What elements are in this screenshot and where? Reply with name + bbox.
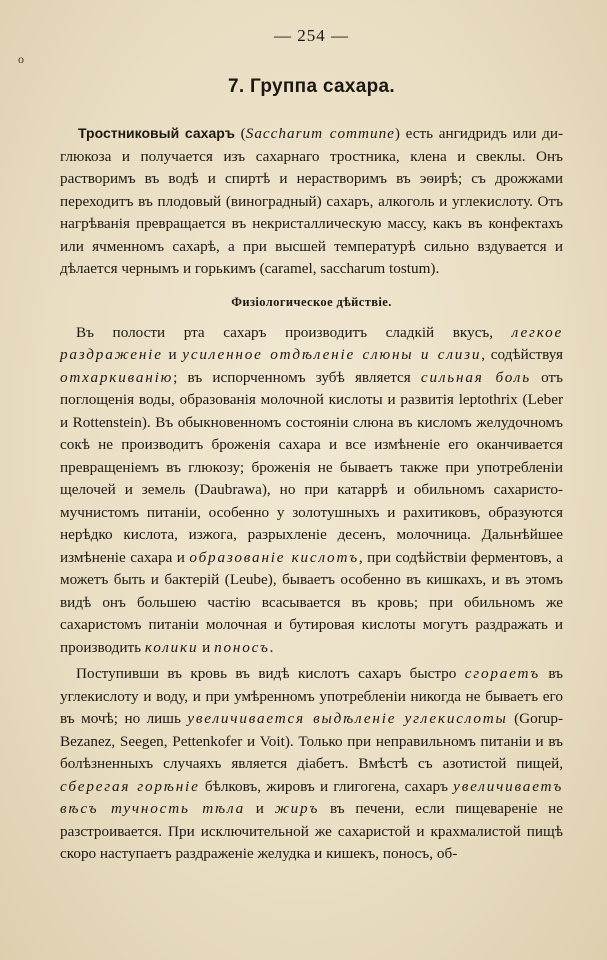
p2-text-6: , при содѣйствiи ферментовъ, а можетъ быть и бактерiй (Leube), бываетъ особенно въ кишкахъ, и въ этомъ видѣ онъ большею частiю всасывается въ кровь; при обильномъ же сахаристомъ питанiи молочная и бутировая кислоты могутъ раздражать и производить — [60, 548, 563, 656]
p3-text-3: (Gorup-Bezanez, Seegen, Pettenkofer и Voit). Только при неправильномъ питанiи и въ болѣзненныхъ случаяхъ является дiабетъ. Вмѣстѣ съ азотистой пищей, — [60, 710, 564, 772]
sub-heading: Физiологическое дѣйствiе. — [231, 294, 392, 309]
p2-emphasis-4: сильная боль — [420, 368, 531, 386]
p3-text-5: и — [244, 800, 275, 817]
p2-emphasis-7: поносъ — [214, 638, 270, 656]
paragraph1-text: ) есть ангидридъ или ди-глюкоза и получается изъ сахарнаго тростника, клена и свеклы. Онъ растворимъ въ водѣ и спиртѣ и нерастворимъ въ эѳирѣ; съ дрожжами переходитъ въ плодовый (виноградный) сахаръ, алкоголь и углекислоту. Отъ нагрѣванія превращается въ некристаллическую массу, какъ въ конфектахъ или ячменномъ сахарѣ, а при высшей температурѣ сильно вздувается и дѣлается чернымъ и горькимъ (caramel, saccharum tostum). — [60, 125, 564, 277]
page-number: — 254 — — [274, 26, 349, 45]
p2-text-5: отъ поглощенiя воды, образованiя молочной кислоты и развитiя leptothrix (Leber и Rottenstein). Въ обыкновенномъ состоянiи слюна въ кисломъ желудочномъ сокѣ не производитъ броженiя сахара и все измѣненiе его оканчивается превращенiемъ въ глюкозу; броженiя не бываетъ также при употребленiи щелочей и земель (Daubrawa), но при катаррѣ и обильномъ сахаристо-мучнистомъ питанiи, особенно у золотушныхъ и рахитиковъ, образуются нерѣдко кислота, изжога, разрыхленiе десенъ, молочница. Дальнѣйшее измѣненiе сахара и — [60, 368, 563, 566]
term-cane-sugar: Тростниковый сахаръ — [78, 125, 236, 141]
margin-mark: o — [18, 52, 24, 66]
p2-text-7: и — [198, 638, 215, 656]
latin-open: ( — [235, 125, 246, 142]
p3-text-2: въ углекислоту и воду, и при умѣренномъ употребленiи никогда не бываетъ его въ мочѣ; но лишь — [60, 665, 563, 727]
p3-text-4: бѣлковъ, жировъ и глигогена, сахаръ — [199, 777, 454, 795]
p3-emphasis-1: сгораетъ — [464, 665, 540, 682]
paragraph-in-blood — [60, 663, 563, 866]
p3-text-1: Поступивши въ кровь въ видѣ кислотъ сахаръ быстро — [76, 665, 465, 682]
p2-emphasis-5: образованiе кислотъ — [189, 548, 359, 566]
p2-text-2: и — [162, 346, 183, 363]
paragraph-sugar-description — [60, 122, 563, 281]
p2-emphasis-1: легкое раздраженiе — [60, 323, 563, 363]
p3-emphasis-3: сберегая горѣнiе — [60, 777, 200, 795]
p2-text-1: Въ полости рта сахаръ производитъ сладкiй вкусъ, — [76, 323, 512, 341]
p3-text-6: въ печени, если пищеваренiе не разстроивается. При исключительной же сахаристой и крахмалистой пищѣ скоро наступаетъ раздраженiе желудка и кишекъ, поносъ, об- — [60, 800, 563, 862]
p2-text-4: ; въ испорченномъ зубѣ является — [173, 368, 421, 386]
paragraph-physiological-action — [60, 322, 563, 660]
p2-text-3: , содѣйствуя — [481, 346, 563, 363]
p2-text-8: . — [269, 638, 274, 656]
p2-emphasis-2: усиленное отдѣленiе слюны и слизи — [182, 346, 482, 363]
section-title: 7. Группа сахара. — [228, 76, 395, 97]
p2-emphasis-6: колики — [144, 638, 199, 656]
p3-emphasis-5: жиръ — [274, 800, 320, 817]
latin-name: Saccharum commune — [245, 125, 395, 142]
p2-emphasis-3: отхаркиванiю — [60, 368, 174, 386]
p3-emphasis-4: увеличиваетъ вѣсъ тучность тѣла — [60, 777, 563, 817]
p3-emphasis-2: увеличивается выдѣленiе углекислоты — [187, 710, 508, 727]
